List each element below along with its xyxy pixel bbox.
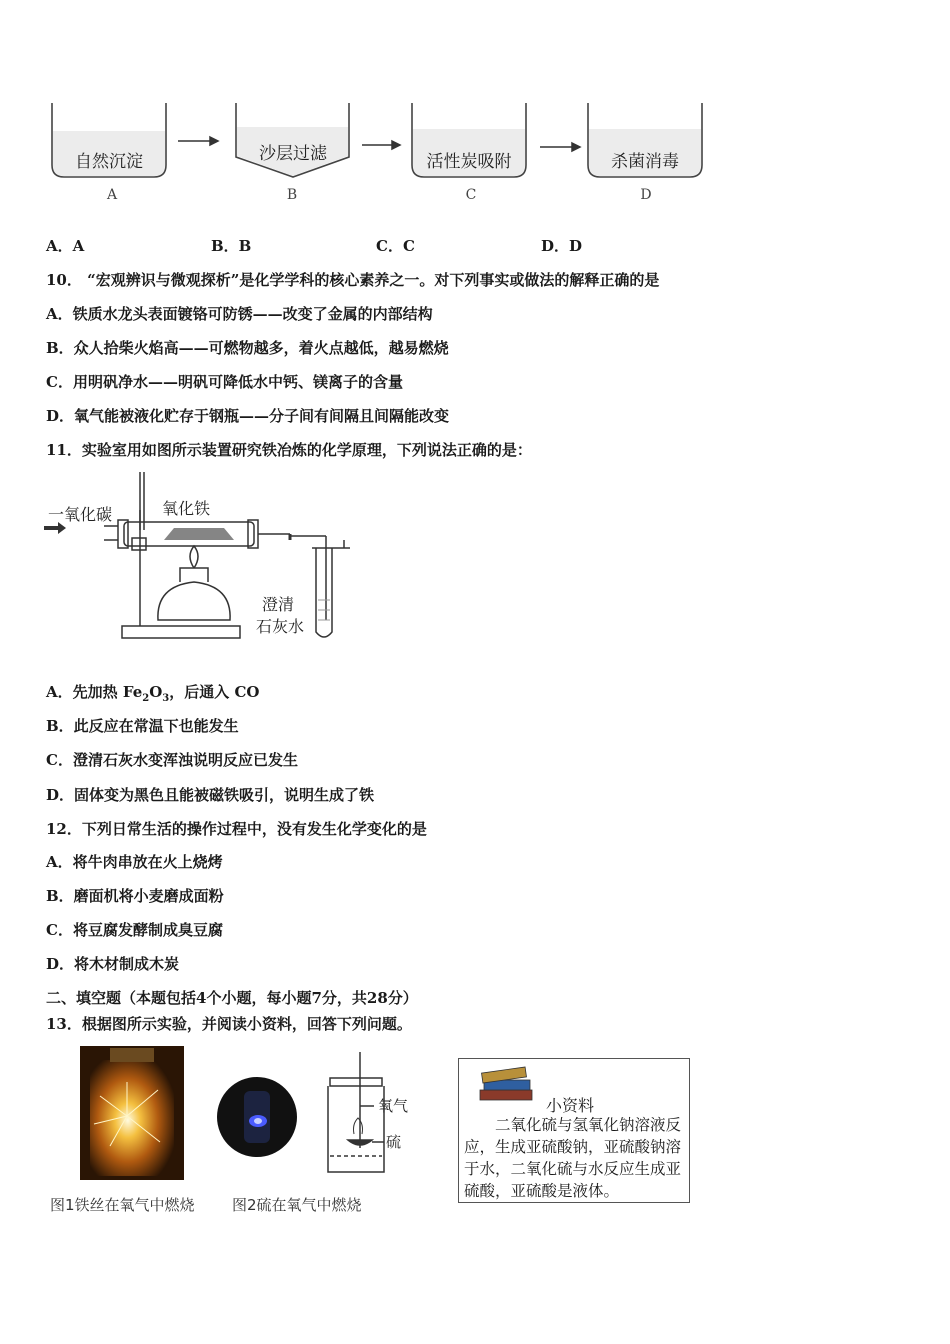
q12-stem: 12．下列日常生活的操作过程中，没有发生化学变化的是	[46, 820, 427, 838]
step-b-text: 沙层过滤	[259, 144, 327, 164]
q12-option-b: B．磨面机将小麦磨成面粉	[46, 887, 224, 905]
q11-option-a-sub1: 2	[142, 693, 150, 704]
q10-stem: 10． “宏观辨识与微观探析”是化学学科的核心素养之一。对下列事实或做法的解释正确的是	[46, 271, 660, 289]
water-purification-figure	[40, 95, 720, 210]
q13-stem: 13．根据图所示实验，并阅读小资料，回答下列问题。	[46, 1015, 412, 1033]
step-d-label: D	[640, 187, 652, 203]
step-c-label: C	[465, 187, 477, 203]
note-title: 小资料	[546, 1096, 595, 1115]
q10-option-a: A．铁质水龙头表面镀铬可防锈——改变了金属的内部结构	[46, 305, 433, 323]
iron-wire-burning-photo	[80, 1046, 184, 1180]
fig2-caption: 图2硫在氧气中燃烧	[232, 1196, 362, 1214]
q9-option-c: C．C	[376, 237, 415, 255]
sulfur-oxygen-diagram	[318, 1048, 428, 1178]
step-a-label: A	[106, 187, 118, 203]
q9-option-b: B．B	[211, 237, 252, 255]
section-2-title: 二、填空题（本题包括4个小题，每小题7分，共28分）	[46, 989, 418, 1007]
note-body: 二氧化硫与氢氧化钠溶液反应，生成亚硫酸钠，亚硫酸钠溶于水，二氧化硫与水反应生成亚硫酸，亚硫酸是液体。	[464, 1116, 682, 1200]
limewater-label-2: 石灰水	[256, 617, 305, 636]
step-d-text: 杀菌消毒	[611, 152, 679, 172]
q11-option-a-prefix: A．先加热 Fe	[46, 683, 143, 701]
q12-option-d: D．将木材制成木炭	[46, 955, 180, 973]
step-a-text: 自然沉淀	[75, 152, 143, 172]
q9-option-d: D．D	[541, 237, 583, 255]
q11-option-a	[46, 682, 259, 709]
q11-option-a-mid: O	[149, 683, 163, 701]
q12-option-c: C．将豆腐发酵制成臭豆腐	[46, 921, 223, 939]
oxygen-label: 氧气	[378, 1097, 409, 1115]
q10-option-c: C．用明矾净水——明矾可降低水中钙、镁离子的含量	[46, 373, 403, 391]
books-icon	[476, 1064, 540, 1104]
sulfur-burning-photo	[214, 1075, 300, 1159]
q11-option-c: C．澄清石灰水变浑浊说明反应已发生	[46, 751, 298, 769]
q11-option-a-sub2: 3	[162, 693, 170, 704]
limewater-label-1: 澄清	[262, 595, 295, 614]
co-label: 一氧化碳	[48, 505, 113, 524]
fig1-caption: 图1铁丝在氧气中燃烧	[50, 1196, 195, 1214]
iron-smelting-apparatus	[44, 470, 364, 648]
q11-option-a-suffix: ，后通入 CO	[169, 683, 260, 701]
q10-option-b: B．众人拾柴火焰高——可燃物越多，着火点越低，越易燃烧	[46, 339, 449, 357]
step-c-text: 活性炭吸附	[426, 152, 512, 172]
q11-stem: 11．实验室用如图所示装置研究铁冶炼的化学原理，下列说法正确的是：	[46, 441, 532, 459]
q12-option-a: A．将牛肉串放在火上烧烤	[46, 853, 223, 871]
q10-option-d: D．氧气能被液化贮存于钢瓶——分子间有间隔且间隔能改变	[46, 407, 450, 425]
fe2o3-label: 氧化铁	[162, 499, 211, 518]
step-b-label: B	[286, 187, 298, 203]
sulfur-label: 硫	[386, 1133, 402, 1151]
q9-option-a: A．A	[46, 237, 85, 255]
q11-option-b: B．此反应在常温下也能发生	[46, 717, 239, 735]
q11-option-d: D．固体变为黑色且能被磁铁吸引，说明生成了铁	[46, 786, 375, 804]
